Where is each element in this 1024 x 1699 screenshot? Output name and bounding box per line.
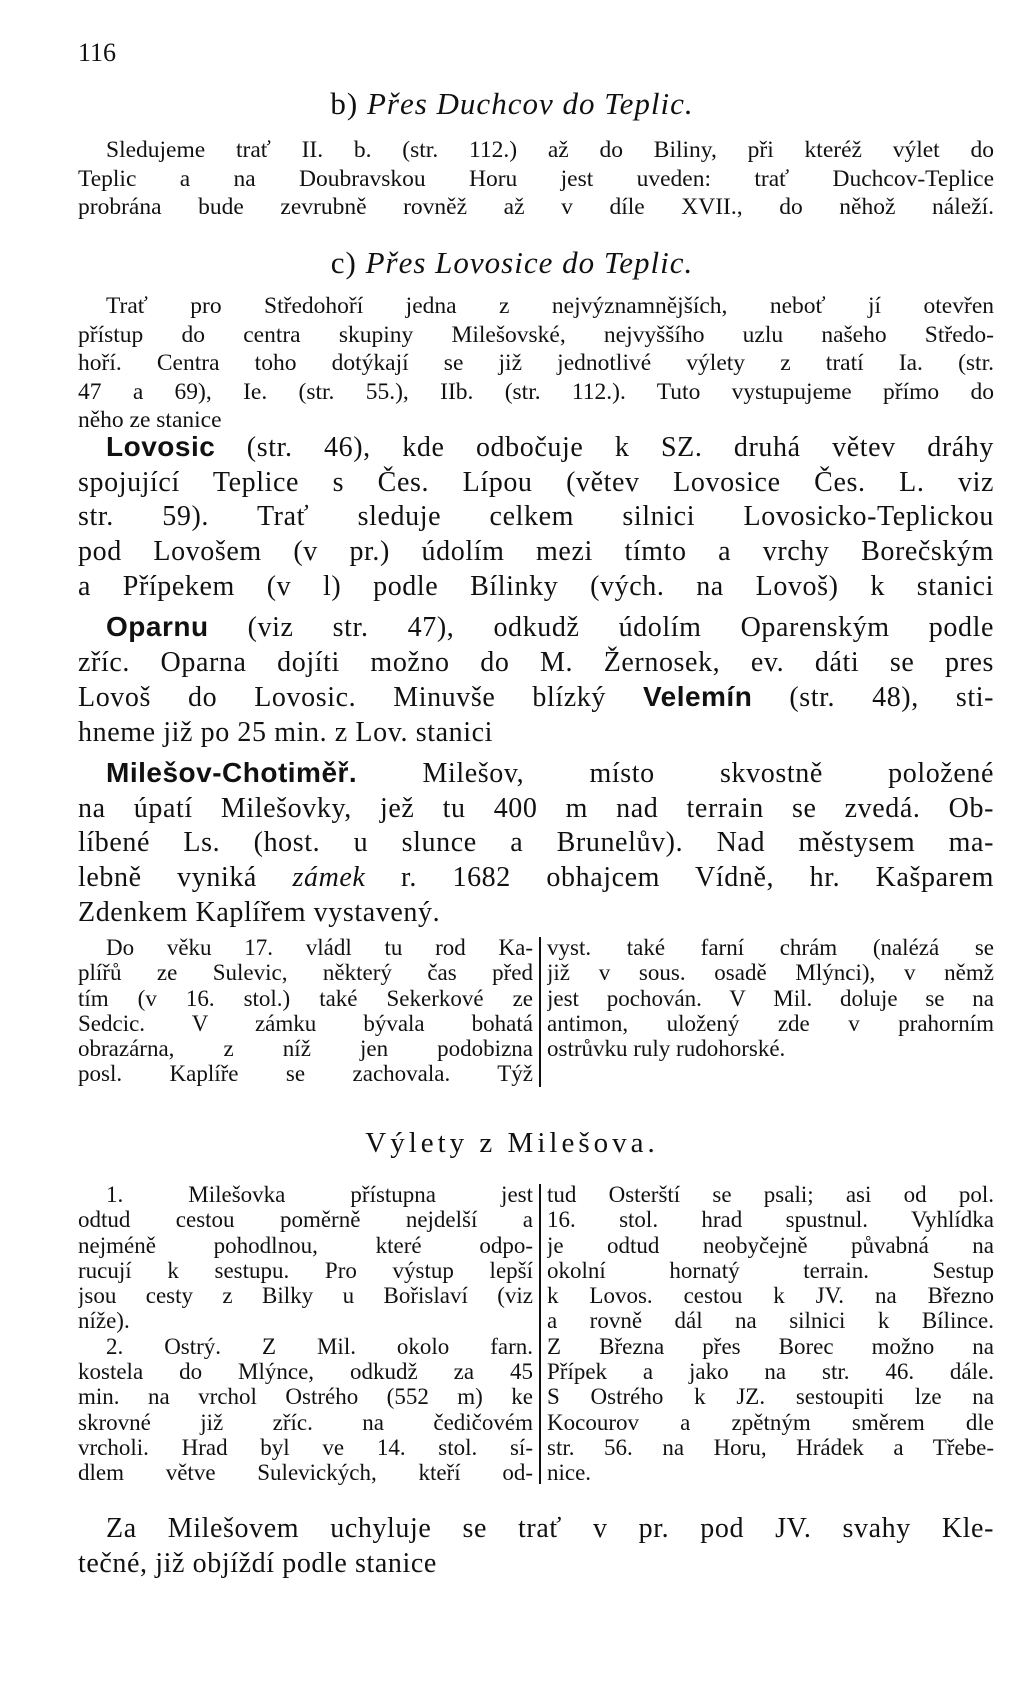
text-line: rucují k sestupu. Pro výstup lepší <box>78 1257 533 1283</box>
text-line: Kocourov a zpětným směrem dle <box>547 1409 994 1435</box>
section-c-prefix: c) <box>330 245 357 280</box>
line-text: (viz str. 47), odkudž údolím Oparenským podle <box>208 612 994 643</box>
text-line: jest pochován. V Mil. doluje se na <box>547 985 994 1011</box>
text-line: jsou cesty z Bilky u Bořislaví (viz <box>78 1283 533 1309</box>
section-c-title-text: Přes Lovosice do Teplic. <box>365 245 694 280</box>
trips-columns <box>78 1182 994 1492</box>
paragraph-milesov <box>78 756 994 931</box>
line-text: Lovoš do Lovosic. Minuvše blízký <box>78 682 643 714</box>
text-line: spojující Teplice s Čes. Lípou (větev Lovosice Čes. L. viz <box>78 466 994 498</box>
text-line: tud Osterští se psali; asi od pol. <box>547 1182 994 1207</box>
line-text: r. 1682 obhajcem Vídně, hr. Kašparem <box>365 862 994 894</box>
text-line: Z Března přes Borec možno na <box>547 1333 994 1359</box>
text-line: Přípek a jako na str. 46. dále. <box>547 1359 994 1385</box>
text-line: antimon, uložený zde v prahorním <box>547 1010 994 1036</box>
text-line: hoří. Centra toho dotýkají se již jednotlivé výlety z tratí Ia. (str. <box>78 350 994 376</box>
note-column-left <box>78 935 533 1087</box>
line-text: (str. 48), sti- <box>752 682 994 714</box>
trips-column-left <box>78 1182 533 1486</box>
text-line: plířů ze Sulevic, některý čas před <box>78 960 533 986</box>
text-line: 47 a 69), Ie. (str. 55.), IIb. (str. 112.). Tuto vystupujeme přímo do <box>78 378 994 405</box>
text-line <box>78 861 994 896</box>
text-line: pod Lovošem (v pr.) údolím mezi tímto a vrchy Borečským <box>78 536 994 568</box>
paragraph-lovosic <box>78 430 994 605</box>
text-line: probrána bude zevrubně rovněž až v díle XVII., do něhož náleží. <box>78 194 994 220</box>
line-text: lebně vyniká <box>78 862 293 894</box>
text-line: str. 59). Trať sleduje celkem silnici Lovosicko-Teplickou <box>78 501 994 533</box>
text-line <box>78 430 994 466</box>
note-columns <box>78 935 994 1105</box>
text-line: okolní hornatý terrain. Sestup <box>547 1257 994 1283</box>
text-line: níže). <box>78 1308 130 1334</box>
text-line <box>78 610 994 646</box>
text-line: 2. Ostrý. Z Mil. okolo farn. <box>106 1333 533 1359</box>
text-line: str. 56. na Horu, Hrádek a Třebe- <box>547 1434 994 1460</box>
place-name: Velemín <box>642 681 753 713</box>
text-line: líbené Ls. (host. u slunce a Brunelův). Nad městysem ma- <box>78 827 994 859</box>
text-line: vyst. také farní chrám (nalézá se <box>547 935 994 960</box>
closing-paragraph <box>78 1512 994 1581</box>
section-c-text <box>78 292 994 435</box>
text-line: Za Milešovem uchyluje se trať v pr. pod JV. svahy Kle- <box>106 1513 994 1544</box>
text-line: 16. stol. hrad spustnul. Vyhlídka <box>547 1207 994 1233</box>
text-line: nice. <box>547 1460 592 1486</box>
place-name: Lovosic <box>106 431 216 462</box>
text-line: min. na vrchol Ostrého (552 m) ke <box>78 1384 533 1410</box>
section-b-title-text: Přes Duchcov do Teplic. <box>366 86 694 121</box>
text-line: tím (v 16. stol.) také Sekerkové ze <box>78 985 533 1011</box>
text-line: je odtud neobyčejně půvabná na <box>547 1232 994 1258</box>
text-line <box>78 756 994 792</box>
text-line: přístup do centra skupiny Milešovské, nejvyššího uzlu našeho Středo- <box>78 321 994 348</box>
text-line: Zdenkem Kaplířem vystavený. <box>78 896 441 928</box>
text-line: kostela do Mlýnce, odkudž za 45 <box>78 1359 533 1385</box>
text-line: tečné, již objíždí podle stanice <box>78 1547 437 1579</box>
note-column-right <box>547 935 994 1061</box>
text-line: Teplic a na Doubravskou Horu jest uveden: trať Duchcov-Teplice <box>78 165 994 192</box>
text-line: 1. Milešovka přístupna jest <box>106 1182 533 1207</box>
paragraph-oparno <box>78 610 994 751</box>
section-c-title <box>0 245 1024 281</box>
page-number: 116 <box>78 38 117 67</box>
text-line: Sedcic. V zámku bývala bohatá <box>78 1010 533 1036</box>
trips-heading: Výlety z Milešova. <box>365 1127 659 1159</box>
section-b-title <box>0 86 1024 122</box>
text-line: vrcholi. Hrad byl ve 14. stol. sí- <box>78 1434 533 1460</box>
text-line: Trať pro Středohoří jedna z nejvýznamnějších, neboť jí otevřen <box>106 293 994 319</box>
text-line: dlem větve Sulevických, kteří od- <box>78 1460 533 1486</box>
text-line: zříc. Oparna dojíti možno do M. Žernosek, ev. dáti se pres <box>78 646 994 678</box>
section-b-text <box>78 136 994 222</box>
text-line: k Lovos. cestou k JV. na Březno <box>547 1283 994 1309</box>
line-text: Milešov, místo skvostně položené <box>357 758 994 789</box>
text-line: posl. Kaplíře se zachovala. Týž <box>78 1061 533 1087</box>
place-name: Milešov-Chotiměř. <box>106 757 358 788</box>
text-line: něho ze stanice <box>78 407 222 433</box>
text-line: ostrůvku ruly rudohorské. <box>547 1036 786 1062</box>
trips-column-right <box>547 1182 994 1486</box>
text-line: nejméně pohodlnou, které odpo- <box>78 1232 533 1258</box>
text-line <box>78 680 994 716</box>
text-line: skrovné již zříc. na čedičovém <box>78 1409 533 1435</box>
text-line: hneme již po 25 min. z Lov. stanici <box>78 717 493 749</box>
column-divider <box>539 1184 541 1484</box>
column-divider <box>539 937 541 1087</box>
text-line: Do věku 17. vládl tu rod Ka- <box>106 935 533 960</box>
text-line: na úpatí Milešovky, jež tu 400 m nad terrain se zvedá. Ob- <box>78 792 994 824</box>
place-name: Oparnu <box>106 611 209 642</box>
text-line: odtud cestou poměrně nejdelší a <box>78 1207 533 1233</box>
text-line: již v sous. osadě Mlýnci), v němž <box>547 960 994 986</box>
italic-word: zámek <box>292 862 366 894</box>
text-line: obrazárna, z níž jen podobizna <box>78 1036 533 1062</box>
text-line: S Ostrého k JZ. sestoupiti lze na <box>547 1384 994 1410</box>
text-line: a Přípekem (v l) podle Bílinky (vých. na Lovoš) k stanici <box>78 570 994 602</box>
line-text: (str. 46), kde odbočuje k SZ. druhá větev dráhy <box>215 432 994 463</box>
text-line: Sledujeme trať II. b. (str. 112.) až do Biliny, při kteréž výlet do <box>106 137 994 163</box>
section-b-prefix: b) <box>330 86 359 121</box>
text-line: a rovně dál na silnici k Bílince. <box>547 1308 994 1334</box>
